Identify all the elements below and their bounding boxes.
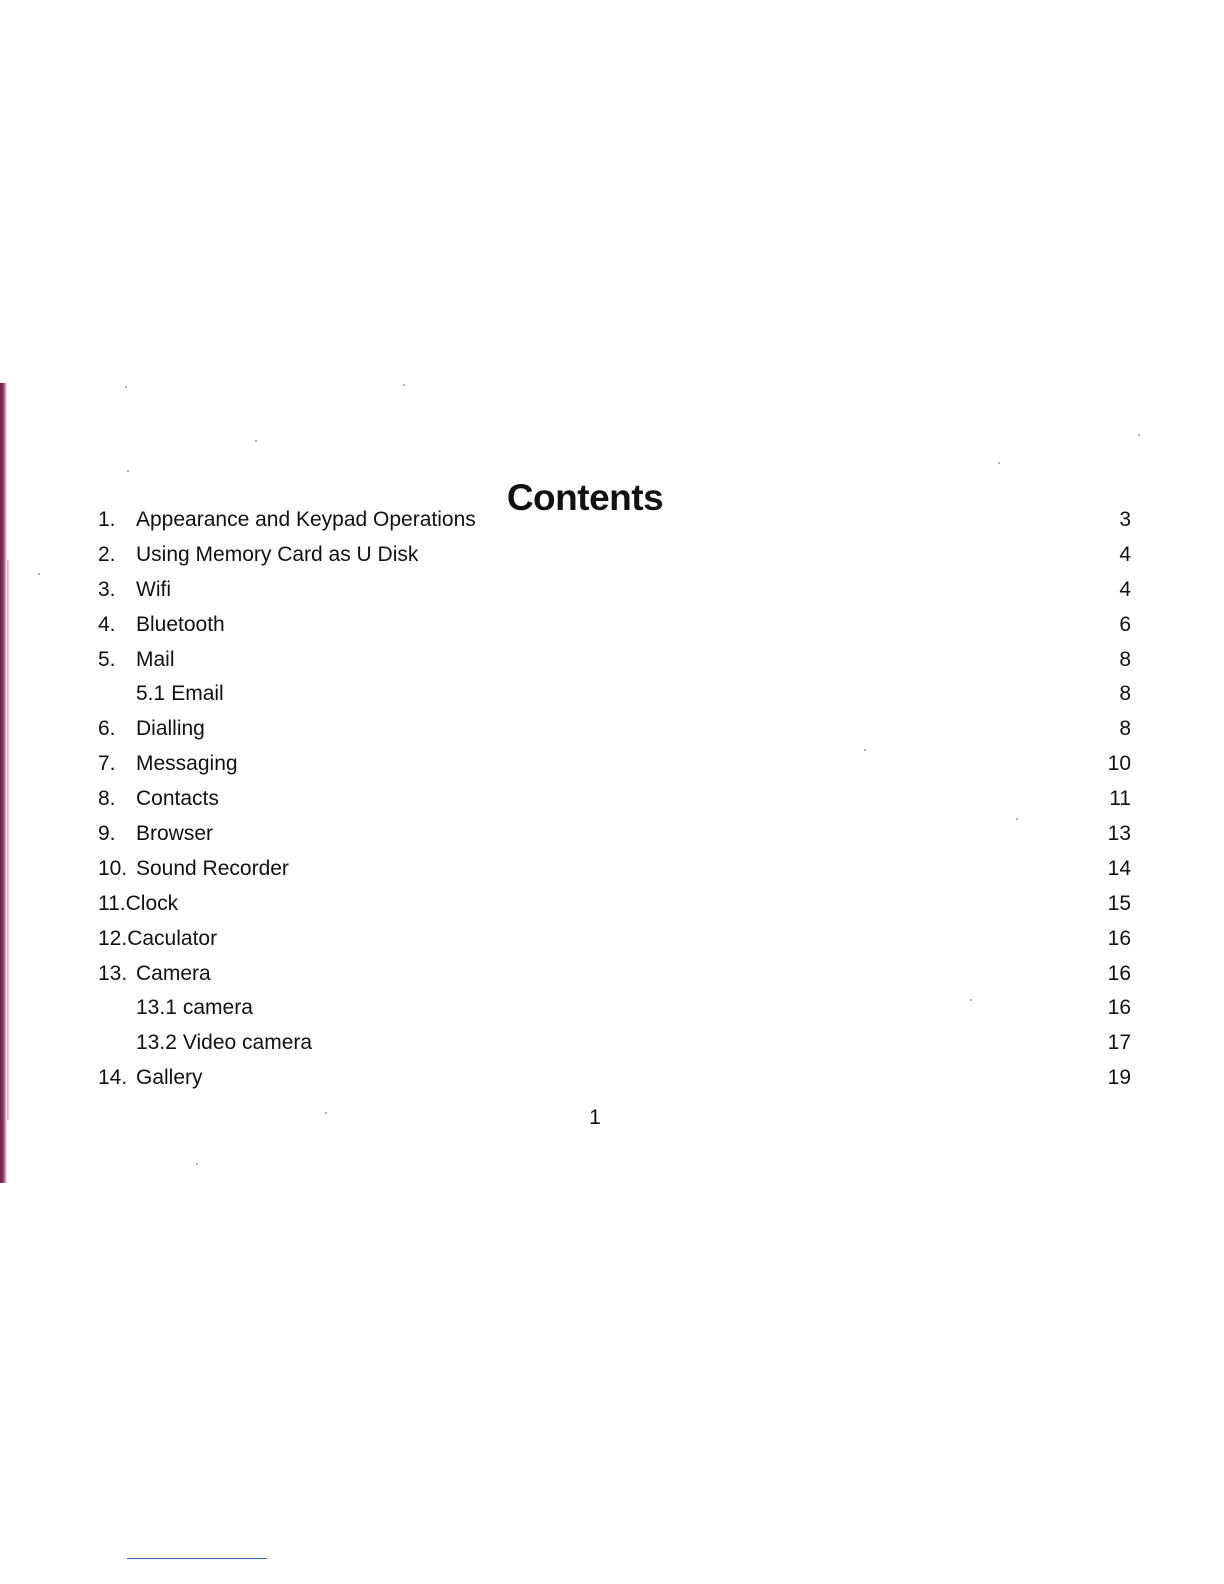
- scan-speck: [864, 749, 866, 751]
- toc-entry-label: Appearance and Keypad Operations: [136, 508, 476, 531]
- toc-entry-label: Video camera: [182, 1031, 313, 1055]
- toc-entry-number: 1.: [98, 508, 116, 531]
- toc-entry-mail[interactable]: [98, 643, 1131, 678]
- toc-dot-leader: [216, 821, 1106, 842]
- scan-speck: [38, 573, 40, 575]
- toc-dot-leader: [228, 612, 1117, 633]
- toc-entry-label: camera: [182, 996, 253, 1020]
- toc-entry-label: Wifi: [136, 577, 171, 601]
- toc-entry-page: 14: [1107, 856, 1131, 880]
- toc-entry-page: 17: [1107, 1031, 1131, 1055]
- toc-entry-label: Mail: [136, 647, 175, 671]
- toc-entry-page: 4: [1119, 577, 1131, 601]
- toc-dot-leader: [421, 542, 1117, 563]
- scan-speck: [255, 440, 257, 442]
- page-title: Contents: [506, 476, 664, 518]
- toc-dot-leader: [181, 891, 1105, 912]
- toc-entry-page: 11: [1109, 787, 1131, 811]
- toc-entry-number: 4.: [98, 612, 116, 636]
- toc-entry-label: Gallery: [136, 1066, 203, 1090]
- scan-speck: [127, 470, 129, 472]
- toc-entry-number: 8.: [98, 787, 116, 811]
- scan-speck: [325, 1112, 327, 1114]
- toc-dot-leader: [178, 647, 1117, 668]
- toc-entry-number: 11.: [98, 891, 126, 915]
- toc-dot-leader: [479, 507, 1117, 528]
- toc-dot-leader: [206, 1065, 1106, 1086]
- toc-entry-memory-card[interactable]: [98, 538, 1131, 573]
- toc-entry-number: 3.: [98, 577, 116, 601]
- toc-entry-number: 12.: [98, 926, 128, 950]
- toc-dot-leader: [220, 926, 1106, 947]
- toc-entry-number: 13.1: [136, 996, 177, 1020]
- toc-entry-page: 3: [1119, 508, 1131, 531]
- toc-entry-number: 2.: [98, 542, 116, 566]
- toc-entry-page: 6: [1119, 612, 1131, 636]
- toc-entry-number: 14.: [98, 1066, 128, 1090]
- toc-dot-leader: [315, 1030, 1106, 1051]
- scan-speck: [1016, 818, 1018, 820]
- toc-entry-camera[interactable]: [98, 957, 1131, 992]
- scan-speck: [998, 462, 1000, 464]
- toc-entry-number: 5.: [98, 647, 116, 671]
- toc-entry-label: Using Memory Card as U Disk: [136, 542, 419, 566]
- toc-entry-number: 10.: [98, 856, 128, 880]
- scan-binding-shadow: [7, 560, 10, 1120]
- toc-entry-gallery[interactable]: [98, 1061, 1131, 1096]
- toc-entry-page: 8: [1119, 717, 1131, 741]
- toc-entry-label: Caculator: [127, 926, 218, 950]
- toc-entry-label: Email: [171, 682, 224, 706]
- toc-entry-contacts[interactable]: [98, 782, 1131, 817]
- toc-entry-wifi[interactable]: [98, 573, 1131, 608]
- toc-entry-bluetooth[interactable]: [98, 608, 1131, 643]
- toc-entry-clock[interactable]: [98, 887, 1131, 922]
- page-number: 1: [589, 1106, 601, 1129]
- toc-entry-page: 16: [1107, 996, 1131, 1020]
- toc-entry-number: 5.1: [136, 682, 166, 706]
- toc-entry-page: 13: [1107, 822, 1131, 846]
- toc-entry-page: 19: [1107, 1066, 1131, 1090]
- scan-speck: [970, 999, 972, 1001]
- toc-entry-messaging[interactable]: [98, 747, 1131, 782]
- toc-entry-browser[interactable]: [98, 817, 1131, 852]
- toc-dot-leader: [174, 577, 1117, 598]
- toc-dot-leader: [208, 716, 1117, 737]
- scan-speck: [196, 1163, 198, 1165]
- toc-entry-camera-sub[interactable]: [98, 991, 1131, 1026]
- toc-entry-email[interactable]: [98, 677, 1131, 712]
- scan-speck: [1138, 434, 1140, 436]
- toc-entry-page: 4: [1119, 542, 1131, 566]
- toc-entry-dialling[interactable]: [98, 712, 1131, 747]
- scan-speck: [125, 386, 127, 388]
- toc-entry-page: 8: [1119, 682, 1131, 706]
- toc-dot-leader: [222, 786, 1107, 807]
- toc-entry-number: 9.: [98, 822, 116, 846]
- toc-entry-video-camera[interactable]: [98, 1026, 1131, 1061]
- toc-dot-leader: [256, 995, 1106, 1016]
- toc-entry-label: Dialling: [136, 717, 205, 741]
- toc-entry-number: 7.: [98, 752, 116, 776]
- toc-dot-leader: [241, 751, 1106, 772]
- toc-entry-number: 13.: [98, 961, 128, 985]
- toc-entry-sound-recorder[interactable]: [98, 852, 1131, 887]
- toc-entry-label: Contacts: [136, 787, 219, 811]
- toc-entry-label: Browser: [136, 822, 214, 846]
- toc-entry-page: 15: [1107, 891, 1131, 915]
- toc-entry-label: Messaging: [136, 752, 238, 776]
- toc-entry-label: Clock: [125, 891, 179, 915]
- toc-entry-label: Camera: [136, 961, 211, 985]
- toc-dot-leader: [214, 961, 1106, 982]
- toc-entry-page: 8: [1119, 647, 1131, 671]
- toc-entry-page: 16: [1107, 926, 1131, 950]
- toc-entry-page: 16: [1107, 961, 1131, 985]
- toc-entry-appearance[interactable]: [98, 503, 1131, 538]
- bottom-rule: [127, 1558, 267, 1559]
- toc-entry-label: Bluetooth: [136, 612, 225, 636]
- toc-dot-leader: [292, 856, 1106, 877]
- toc-entry-number: 6.: [98, 717, 116, 741]
- toc-entry-number: 13.2: [136, 1031, 177, 1055]
- toc-entry-label: Sound Recorder: [136, 856, 289, 880]
- toc-dot-leader: [227, 681, 1117, 702]
- toc-entry-caculator[interactable]: [98, 922, 1131, 957]
- table-of-contents: [98, 503, 1131, 1096]
- scan-speck: [403, 384, 405, 386]
- toc-entry-page: 10: [1107, 752, 1131, 776]
